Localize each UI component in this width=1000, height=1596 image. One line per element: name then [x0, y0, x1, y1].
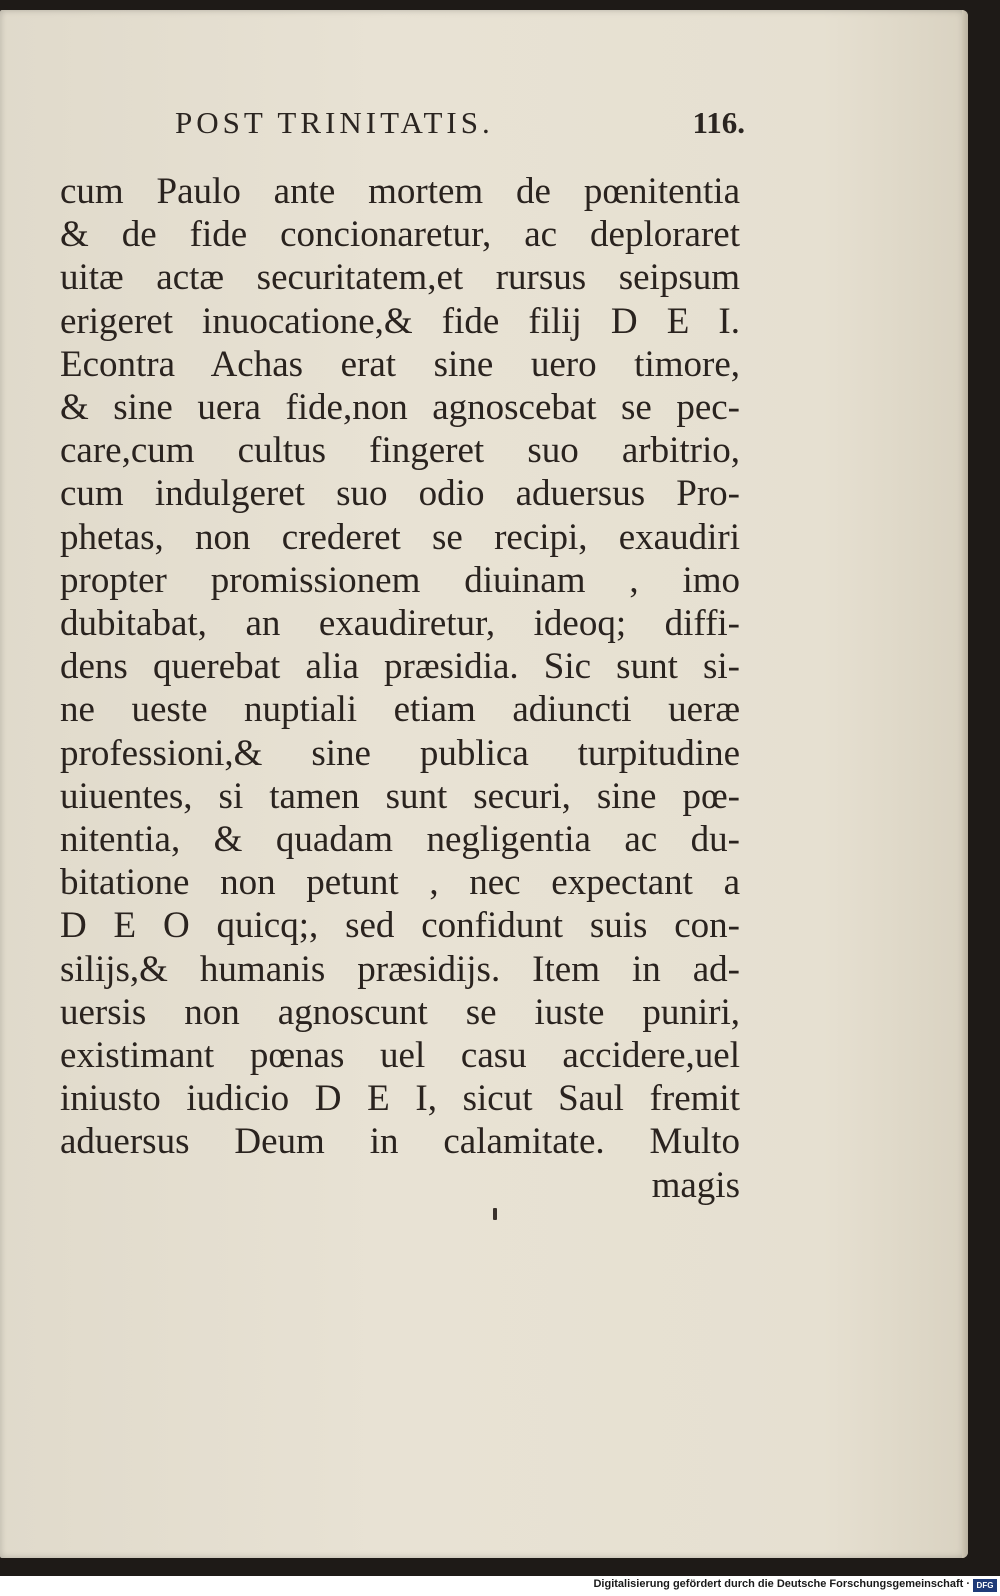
text-line: cum Paulo ante mortem de pœnitentia	[60, 171, 740, 212]
text-line: uiuentes, si tamen sunt securi, sine pœ-	[60, 775, 740, 817]
text-line: aduersus Deum in calamitate. Multo	[60, 1121, 740, 1163]
text-line: professioni,& sine publica turpitudine	[60, 732, 740, 774]
book-page	[0, 10, 968, 1558]
digitization-credit: Digitalisierung gefördert durch die Deutsche Forschungsgemeinschaft ·	[593, 1578, 970, 1590]
running-title: POST TRINITATIS.	[175, 105, 494, 140]
text-line: erigeret inuocatione,& fide filij D E I.	[60, 300, 740, 342]
text-line: dubitabat, an exaudiretur, ideoq; diffi-	[60, 603, 740, 645]
signature-mark	[493, 1208, 497, 1220]
dfg-logo: DFG	[973, 1579, 997, 1592]
text-line: Econtra Achas erat sine uero timore,	[60, 343, 740, 385]
text-line: ne ueste nuptiali etiam adiuncti ueræ	[60, 689, 740, 731]
text-line: uitæ actæ securitatem,et rursus seipsum	[60, 257, 740, 299]
text-line: uersis non agnoscunt se iuste puniri,	[60, 991, 740, 1033]
text-line: existimant pœnas uel casu accidere,uel	[60, 1035, 740, 1077]
text-line: iniusto iudicio D E I, sicut Saul fremit	[60, 1078, 740, 1120]
footer-bar	[0, 1576, 1000, 1596]
text-line: & sine uera fide,non agnoscebat se pec-	[60, 387, 740, 429]
page-number: 116.	[692, 105, 745, 140]
page-edge	[962, 10, 968, 1558]
text-line: nitentia, & quadam negligentia ac du-	[60, 819, 740, 861]
text-line: silijs,& humanis præsidijs. Item in ad-	[60, 948, 740, 990]
body-text	[60, 170, 740, 1207]
text-line: dens querebat alia præsidia. Sic sunt si-	[60, 646, 740, 688]
text-line: bitatione non petunt , nec expectant a	[60, 862, 740, 904]
text-line: phetas, non crederet se recipi, exaudiri	[60, 516, 740, 558]
text-line: & de fide concionaretur, ac deploraret	[60, 214, 740, 256]
text-line: propter promissionem diuinam , imo	[60, 559, 740, 601]
text-line: D E O quicq;, sed confidunt suis con-	[60, 905, 740, 947]
text-line: care,cum cultus fingeret suo arbitrio,	[60, 430, 740, 472]
running-head	[175, 105, 745, 155]
text-line: cum indulgeret suo odio aduersus Pro-	[60, 473, 740, 515]
catchword: magis	[651, 1164, 740, 1206]
